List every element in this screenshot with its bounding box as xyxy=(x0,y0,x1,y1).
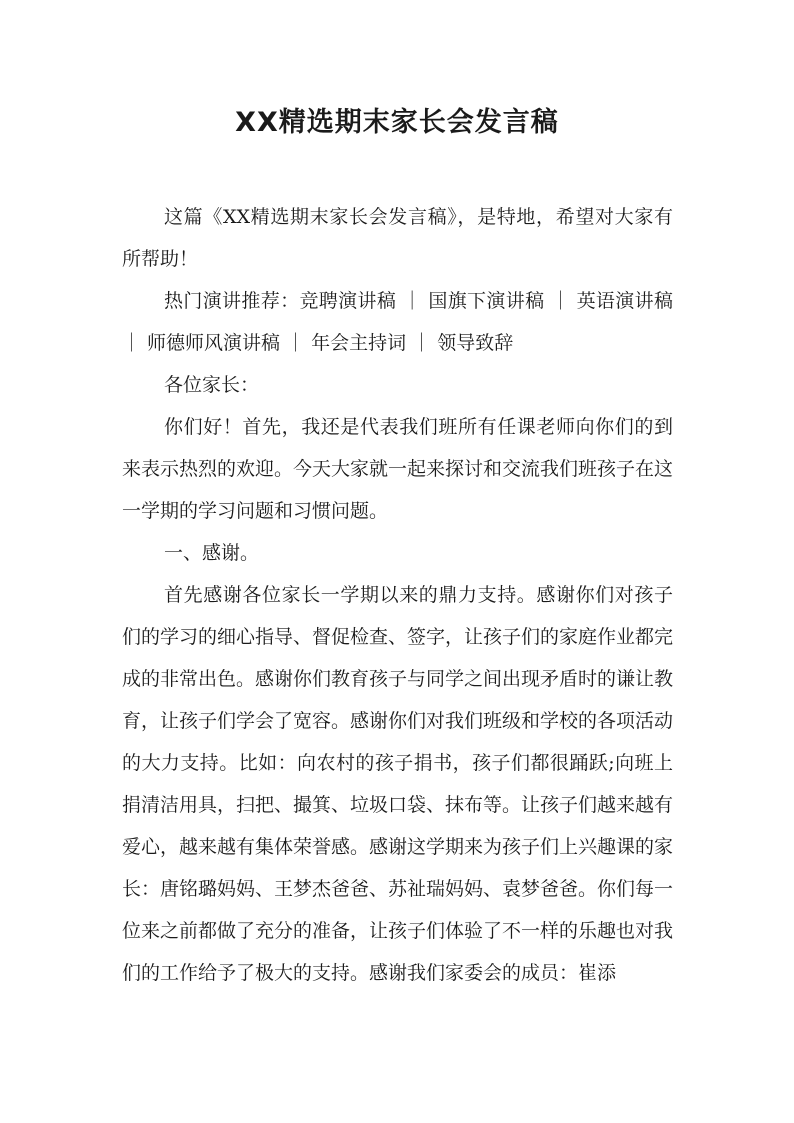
intro-paragraph: 这篇《XX精选期末家长会发言稿》，是特地，希望对大家有所帮助！ xyxy=(122,206,673,270)
document-body xyxy=(122,196,673,994)
document-title: XX精选期末家长会发言稿 xyxy=(235,107,559,138)
salutation-paragraph: 各位家长： xyxy=(164,374,260,396)
greeting-paragraph: 你们好！首先，我还是代表我们班所有任课老师向你们的到来表示热烈的欢迎。今天大家就一起来探讨和交流我们班孩子在这一学期的学习问题和习惯问题。 xyxy=(122,416,674,522)
section-heading-thanks: 一、感谢。 xyxy=(164,542,260,564)
thanks-paragraph: 首先感谢各位家长一学期以来的鼎力支持。感谢你们对孩子们的学习的细心指导、督促检查、签字，让孩子们的家庭作业都完成的非常出色。感谢你们教育孩子与同学之间出现矛盾时的谦让教育，让孩子们学会了宽容。感谢你们对我们班级和学校的各项活动的大力支持。比如：向农村的孩子捐书，孩子们都很踊跃;向班上捐清洁用具，扫把、撮箕、垃圾口袋、抹布等。让孩子们越来越有爱心，越来越有集体荣誉感。感谢这学期来为孩子们上兴趣课的家长：唐铭璐妈妈、王梦杰爸爸、苏祉瑞妈妈、袁梦爸爸。你们每一位来之前都做了充分的准备，让孩子们体验了不一样的乐趣也对我们的工作给予了极大的支持。感谢我们家委会的成员：崔添 xyxy=(122,584,674,984)
recommendations-paragraph: 热门演讲推荐：竞聘演讲稿 ｜ 国旗下演讲稿 ｜ 英语演讲稿 ｜ 师德师风演讲稿 ｜ 年会主持词 ｜ 领导致辞 xyxy=(122,290,673,354)
